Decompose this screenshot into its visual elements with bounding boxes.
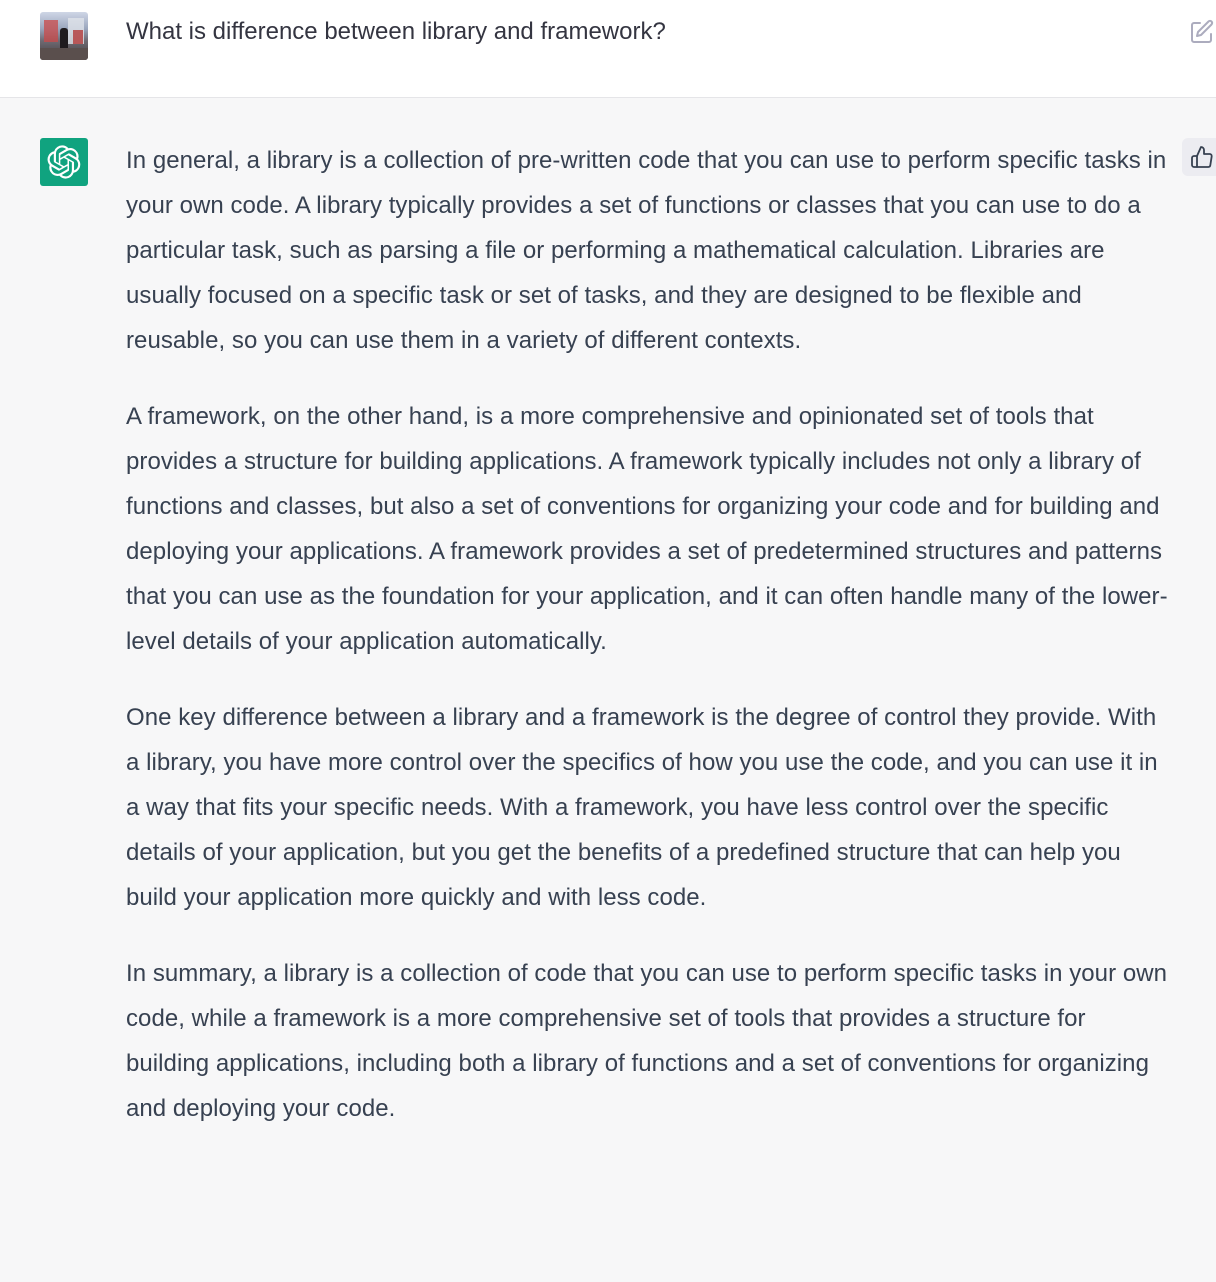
assistant-message-row bbox=[0, 98, 1216, 1282]
thumbs-up-icon bbox=[1190, 145, 1214, 169]
answer-paragraph-4: In summary, a library is a collection of code that you can use to perform specific tasks in your own code, while a framework is a more comprehensive set of tools that provides a structure for building applications, including both a library of functions and a set of conventions for organizing and deploying your code. bbox=[126, 960, 1168, 1122]
user-message-text: What is difference between library and framework? bbox=[126, 18, 666, 45]
user-avatar bbox=[40, 12, 88, 60]
thumbs-up-button[interactable] bbox=[1182, 138, 1216, 176]
assistant-answer bbox=[126, 138, 1172, 1162]
user-message-row bbox=[0, 0, 1216, 98]
openai-logo-icon bbox=[40, 138, 88, 186]
answer-paragraph-3: One key difference between a library and a framework is the degree of control they provide. With a library, you have more control over the specifics of how you use the code, and you can use it in a way that fits your specific needs. With a framework, you have less control over the specific details of your application, but you get the benefits of a predefined structure that can help you build your application more quickly and with less code. bbox=[126, 704, 1158, 911]
answer-paragraph-2: A framework, on the other hand, is a more comprehensive and opinionated set of tools that provides a structure for building applications. A framework typically includes not only a library of functions and classes, but also a set of conventions for organizing your code and for building and deploying your applications. A framework provides a set of predetermined structures and patterns that you can use as the foundation for your application, and it can often handle many of the lower-level details of your application automatically. bbox=[126, 403, 1168, 655]
edit-icon[interactable] bbox=[1188, 18, 1216, 46]
answer-paragraph-1: In general, a library is a collection of pre-written code that you can use to perform specific tasks in your own code. A library typically provides a set of functions or classes that you can use to do a particular task, such as parsing a file or performing a mathematical calculation. Libraries are usually focused on a specific task or set of tasks, and they are designed to be flexible and reusable, so you can use them in a variety of different contexts. bbox=[126, 147, 1167, 354]
